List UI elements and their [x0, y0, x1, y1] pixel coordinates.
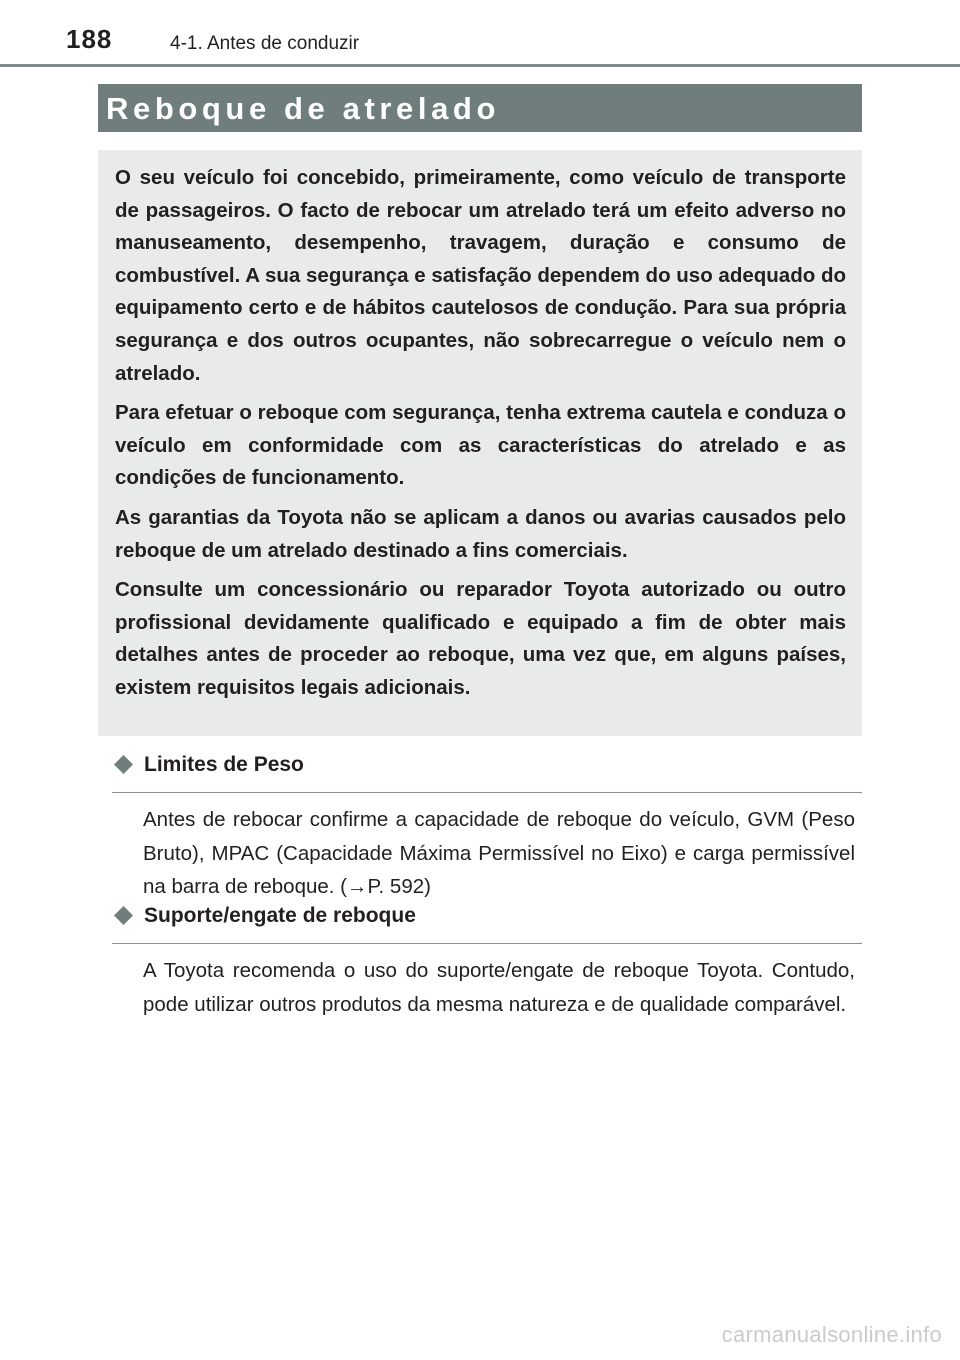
- page-number: 188: [66, 24, 113, 54]
- intro-paragraph: Para efetuar o reboque com segurança, tenha extrema cautela e conduza o veículo em conformidade com as características do atrelado e as condições de funcionamento.: [115, 401, 846, 490]
- intro-paragraph: O seu veículo foi concebido, primeiramente, como veículo de transporte de passageiros. O facto de rebocar um atrelado terá um efeito adverso no manuseamento, desempenho, travagem, duração e consumo de combustível. A sua segurança e satisfação dependem do uso adequado do equipamento certo e de hábitos cautelosos de condução. Para sua própria segurança e dos outros ocupantes, não sobrecarregue o veículo nem o atrelado.: [115, 166, 846, 385]
- title-bar: [98, 84, 862, 132]
- section-heading: [112, 903, 862, 944]
- section-tow-hitch: [112, 903, 862, 1021]
- section-body: Antes de rebocar confirme a capacidade de reboque do veículo, GVM (Peso Bruto), MPAC (Capacidade Máxima Permissível no Eixo) e carga permissível na barra de reboque. (→P. 592): [143, 808, 855, 898]
- page-header: [0, 0, 960, 68]
- watermark: carmanualsonline.info: [721, 1322, 942, 1347]
- intro-box: [98, 150, 862, 736]
- intro-paragraph: Consulte um concessionário ou reparador Toyota autorizado ou outro profissional devidamente qualificado e equipado a fim de obter mais detalhes antes de proceder ao reboque, uma vez que, em alguns países, existem requisitos legais adicionais.: [115, 578, 846, 699]
- section-heading-label: Limites de Peso: [144, 753, 304, 776]
- diamond-icon: [114, 755, 133, 774]
- section-reference: 4-1. Antes de conduzir: [170, 33, 360, 54]
- section-body: A Toyota recomenda o uso do suporte/engate de reboque Toyota. Contudo, pode utilizar outros produtos da mesma natureza e de qualidade comparável.: [143, 959, 855, 1016]
- header-divider: [0, 64, 960, 67]
- diamond-icon: [114, 906, 133, 925]
- page-title: Reboque de atrelado: [106, 91, 501, 126]
- section-heading-label: Suporte/engate de reboque: [144, 904, 416, 927]
- section-weight-limits: [112, 752, 862, 904]
- intro-paragraph: As garantias da Toyota não se aplicam a danos ou avarias causados pelo reboque de um atrelado destinado a fins comerciais.: [115, 505, 846, 562]
- section-heading: [112, 752, 862, 793]
